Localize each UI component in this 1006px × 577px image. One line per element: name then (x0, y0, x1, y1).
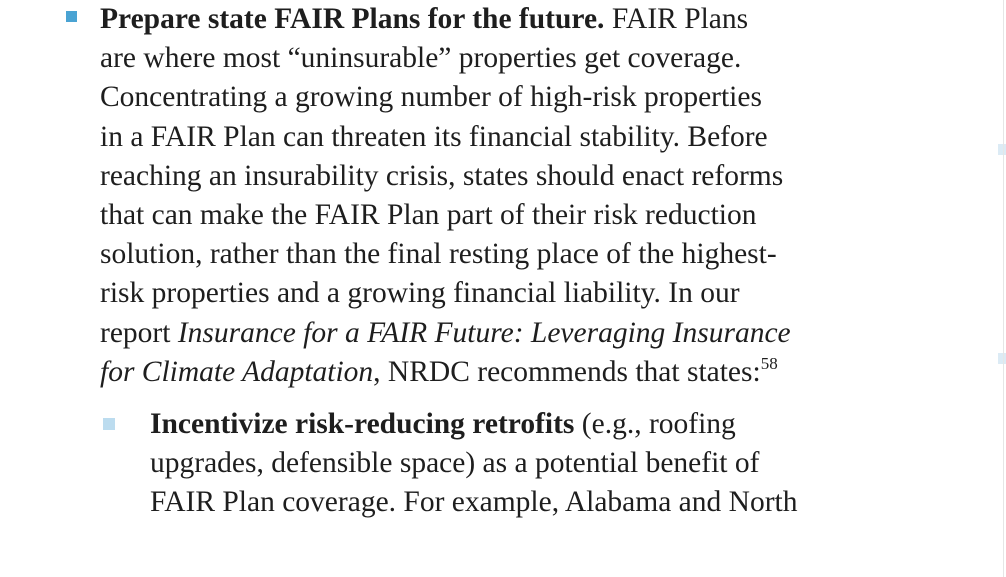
paragraph-line (100, 314, 791, 353)
paragraph-text: FAIR Plans (604, 3, 749, 35)
paragraph-text: (e.g., roofing (574, 408, 736, 440)
adjacent-page-bullet-marker (998, 353, 1006, 364)
adjacent-page-bullet-marker (998, 144, 1006, 155)
report-title: for Climate Adaptation (100, 355, 374, 388)
main-bullet-paragraph (100, 0, 791, 395)
paragraph-line: reaching an insurability crisis, states should enact reforms (100, 159, 784, 192)
paragraph-line (150, 405, 797, 444)
paragraph-line: that can make the FAIR Plan part of their risk reduction (100, 199, 757, 232)
sub-bullet-paragraph (150, 405, 797, 523)
paragraph-line: Concentrating a growing number of high-risk properties (100, 81, 762, 114)
paragraph-text: report (100, 316, 178, 349)
main-bullet-lead: Prepare state FAIR Plans for the future. (100, 3, 605, 35)
sub-bullet-marker (103, 418, 115, 430)
paragraph-line: FAIR Plan coverage. For example, Alabama and North (150, 486, 798, 519)
footnote-reference[interactable]: 58 (760, 353, 778, 373)
paragraph-line (100, 353, 791, 395)
page-edge-divider (1003, 0, 1004, 577)
main-bullet-marker (66, 11, 77, 22)
paragraph-line: solution, rather than the final resting place of the highest- (100, 238, 777, 271)
paragraph-line: upgrades, defensible space) as a potential benefit of (150, 447, 760, 480)
paragraph-line: are where most “uninsurable” properties get coverage. (100, 42, 742, 75)
paragraph-text: , NRDC recommends that states: (373, 355, 761, 388)
paragraph-line (100, 0, 791, 39)
report-title: Insurance for a FAIR Future: Leveraging Insurance (177, 316, 791, 349)
paragraph-line: risk properties and a growing financial liability. In our (100, 277, 740, 310)
sub-bullet-lead: Incentivize risk-reducing retrofits (150, 408, 575, 440)
paragraph-line: in a FAIR Plan can threaten its financial stability. Before (100, 120, 768, 153)
